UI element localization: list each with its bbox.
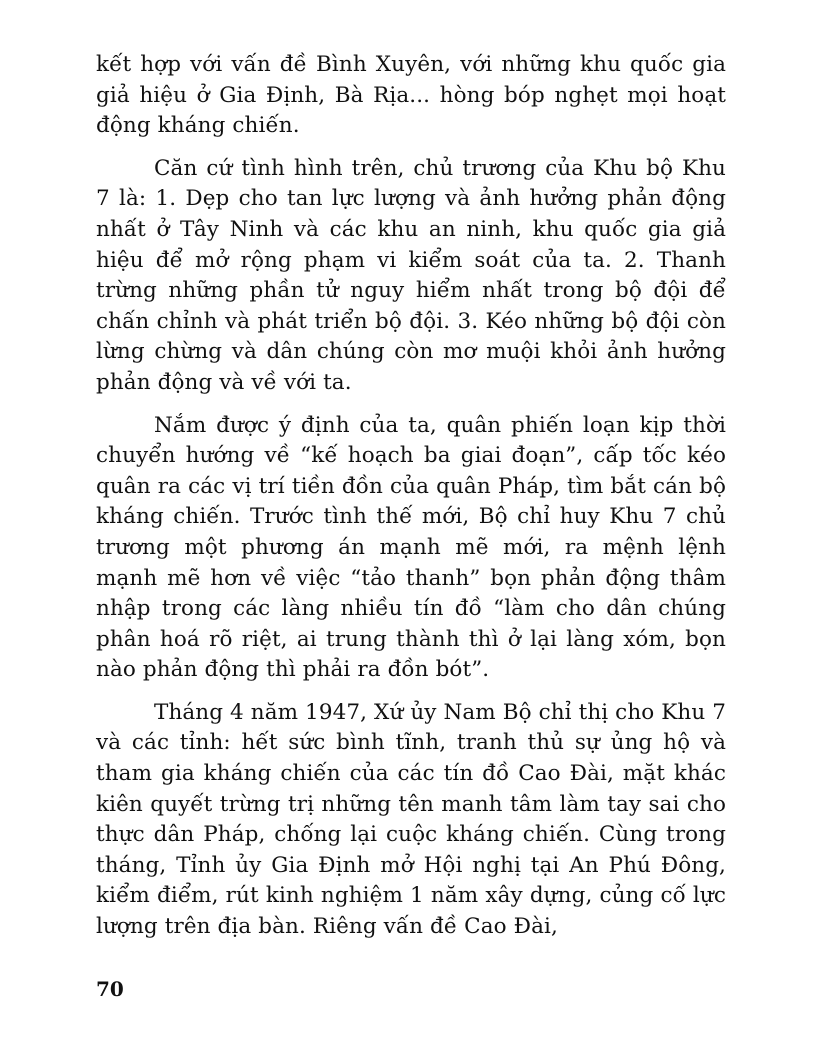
paragraph-zone-7-policy: Căn cứ tình hình trên, chủ trương của Khu bộ Khu 7 là: 1. Dẹp cho tan lực lượng và ảnh hưởng phản động nhất ở Tây Ninh và các khu an ninh, khu quốc gia giả hiệu để mở rộng phạm vi kiểm soát của ta. 2. Thanh trừng những phần tử nguy hiểm nhất trong bộ đội để chấn chỉnh và phát triển bộ đội. 3. Kéo những bộ đội còn lừng chừng và dân chúng còn mơ muội khỏi ảnh hưởng phản động và về với ta. [96, 155, 726, 395]
page-body [96, 50, 726, 943]
paragraph-april-1947: Tháng 4 năm 1947, Xứ ủy Nam Bộ chỉ thị cho Khu 7 và các tỉnh: hết sức bình tĩnh, tranh thủ sự ủng hộ và tham gia kháng chiến của các tín đồ Cao Đài, mặt khác kiên quyết trừng trị những tên manh tâm làm tay sai cho thực dân Pháp, chống lại cuộc kháng chiến. Cùng trong tháng, Tỉnh ủy Gia Định mở Hội nghị tại An Phú Đông, kiểm điểm, rút kinh nghiệm 1 năm xây dựng, củng cố lực lượng trên địa bàn. Riêng vấn đề Cao Đài, [96, 699, 727, 940]
paragraph-rebel-response: Nắm được ý định của ta, quân phiến loạn kịp thời chuyển hướng về “kế hoạch ba giai đoạn”, cấp tốc kéo quân ra các vị trí tiền đồn của quân Pháp, tìm bắt cán bộ kháng chiến. Trước tình thế mới, Bộ chỉ huy Khu 7 chủ trương một phương án mạnh mẽ mới, ra mệnh lệnh mạnh mẽ hơn về việc “tảo thanh” bọn phản động thâm nhập trong các làng nhiều tín đồ “làm cho dân chúng phân hoá rõ riệt, ai trung thành thì ở lại làng xóm, bọn nào phản động thì phải ra đồn bót”. [96, 412, 726, 683]
page-number: 70 [96, 977, 124, 1001]
paragraph-continuation: kết hợp với vấn đề Bình Xuyên, với những khu quốc gia giả hiệu ở Gia Định, Bà Rịa... hòng bóp nghẹt mọi hoạt động kháng chiến. [96, 52, 726, 139]
